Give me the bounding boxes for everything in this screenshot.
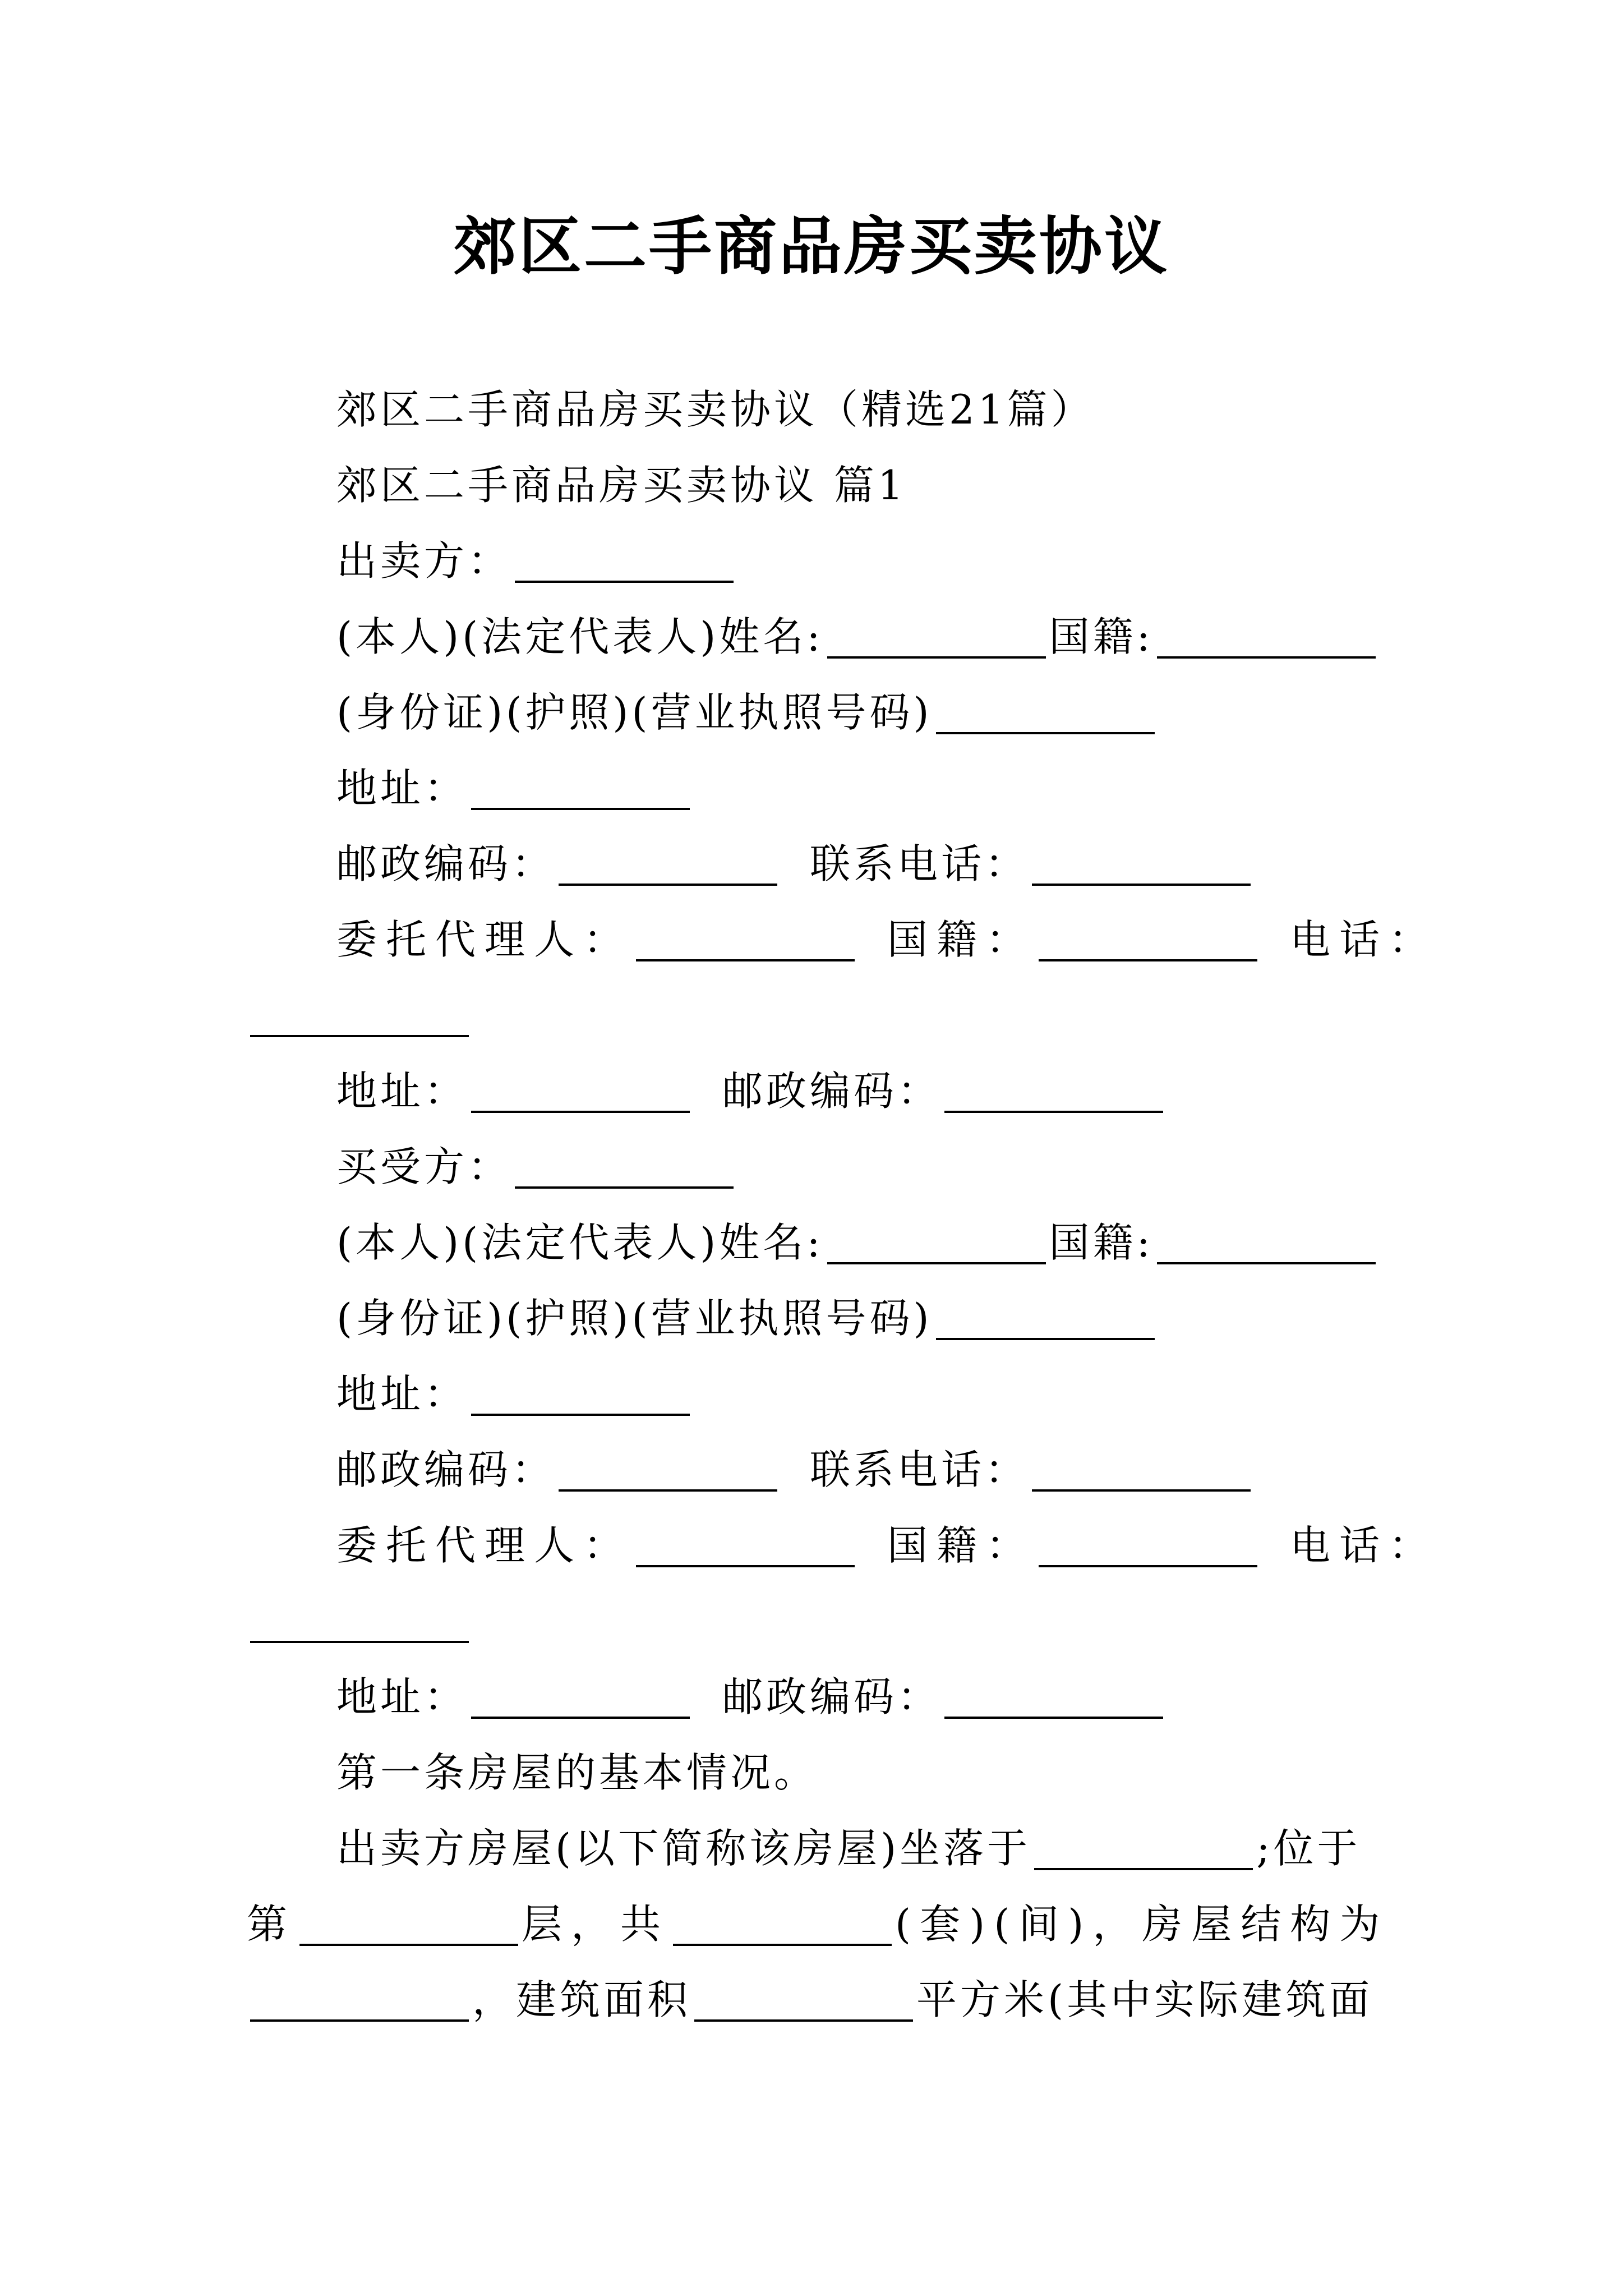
buyer-agent-nationality-label: 国籍： [887,1522,1036,1569]
seller-agent-phone-label: 电话： [1290,916,1438,963]
seller-agent-address-line [336,1063,1166,1119]
buyer-agent-line [336,1517,1438,1573]
seller-agent-phone-continuation [247,987,472,1043]
seller-agent-phone-blank [250,1035,469,1037]
seller-agent-address-blank [471,1111,690,1113]
seller-name-line [336,609,1379,665]
seller-label-line [336,533,737,589]
buyer-address-blank [471,1414,690,1416]
buyer-address-line [336,1366,693,1422]
buyer-id-label: (身份证)(护照)(营业执照号码) [336,1295,933,1342]
seller-agent-nationality-label: 国籍： [887,916,1036,963]
seller-blank [515,581,734,583]
buyer-id-line [336,1290,1158,1346]
buyer-name-blank [827,1262,1046,1264]
clause1-line2 [247,1896,1389,1952]
buyer-address-label: 地址： [336,1370,468,1418]
clause1-structure-blank [250,2019,469,2022]
document-title: 郊区二手商品房买卖协议 [454,210,1169,283]
article-heading: 郊区二手商品房买卖协议 篇1 [336,462,907,509]
buyer-agent-label: 委托代理人： [336,1522,633,1569]
buyer-id-blank [936,1338,1155,1340]
seller-agent-blank [636,959,855,961]
buyer-phone-blank [1032,1489,1251,1492]
clause1-line3 [247,1972,1373,2028]
buyer-contact-line [336,1442,1254,1498]
buyer-agent-nationality-blank [1039,1565,1257,1567]
seller-phone-blank [1032,884,1251,886]
seller-name-blank [827,656,1046,659]
buyer-blank [515,1186,734,1189]
buyer-label-line [336,1139,737,1195]
clause1-floor-blank [299,1944,518,1946]
seller-address-line [336,760,693,816]
seller-agent-label: 委托代理人： [336,916,633,963]
buyer-postcode-label: 邮政编码： [336,1446,556,1493]
seller-postcode-label: 邮政编码： [336,840,556,887]
seller-phone-label: 联系电话： [810,840,1029,887]
seller-nationality-blank [1157,656,1376,659]
seller-name-label: (本人)(法定代表人)姓名: [336,613,824,660]
seller-agent-nationality-blank [1039,959,1257,961]
buyer-name-line [336,1214,1379,1271]
buyer-agent-postcode-label: 邮政编码： [722,1673,942,1720]
clause1-total-blank [673,1944,892,1946]
seller-contact-line [336,836,1254,892]
seller-agent-line [336,912,1438,968]
clause1-heading: 第一条房屋的基本情况。 [336,1749,818,1796]
seller-address-blank [471,808,690,810]
buyer-agent-postcode-blank [944,1717,1163,1719]
clause1-structure-label: (套)(间)，房屋结构为 [895,1901,1389,1948]
seller-agent-address-label: 地址： [336,1068,468,1115]
buyer-agent-address-line [336,1669,1166,1725]
buyer-postcode-blank [559,1489,777,1492]
clause1-line1 [336,1820,1361,1876]
seller-agent-postcode-blank [944,1111,1163,1113]
seller-label: 出卖方： [336,537,512,585]
clause1-location-label: 出卖方房屋(以下简称该房屋)坐落于 [336,1825,1031,1872]
buyer-agent-phone-continuation [247,1593,472,1649]
seller-nationality-label: 国籍: [1049,613,1154,660]
buyer-agent-phone-blank [250,1641,469,1643]
seller-address-label: 地址： [336,765,468,812]
subtitle: 郊区二手商品房买卖协议（精选21篇） [336,386,1095,433]
buyer-name-label: (本人)(法定代表人)姓名: [336,1219,824,1266]
buyer-agent-blank [636,1565,855,1567]
seller-id-blank [936,732,1155,734]
buyer-label: 买受方： [336,1143,512,1190]
seller-id-line [336,684,1158,740]
clause1-area-blank [694,2019,913,2022]
buyer-agent-address-label: 地址： [336,1673,468,1720]
clause1-location-blank [1034,1868,1253,1870]
buyer-agent-address-blank [471,1717,690,1719]
seller-agent-postcode-label: 邮政编码： [722,1068,942,1115]
clause1-area-label: ，建筑面积 [472,1976,691,2023]
clause1-area-unit: 平方米(其中实际建筑面 [916,1976,1373,2023]
clause1-floor-label: 第 [247,1901,297,1948]
buyer-agent-phone-label: 电话： [1290,1522,1438,1569]
seller-postcode-blank [559,884,777,886]
buyer-nationality-label: 国籍: [1049,1219,1154,1266]
clause1-total-label: 层，共 [522,1901,670,1948]
clause1-floor-intro: ;位于 [1256,1825,1361,1872]
seller-id-label: (身份证)(护照)(营业执照号码) [336,689,933,736]
buyer-phone-label: 联系电话： [810,1446,1029,1493]
buyer-nationality-blank [1157,1262,1376,1264]
